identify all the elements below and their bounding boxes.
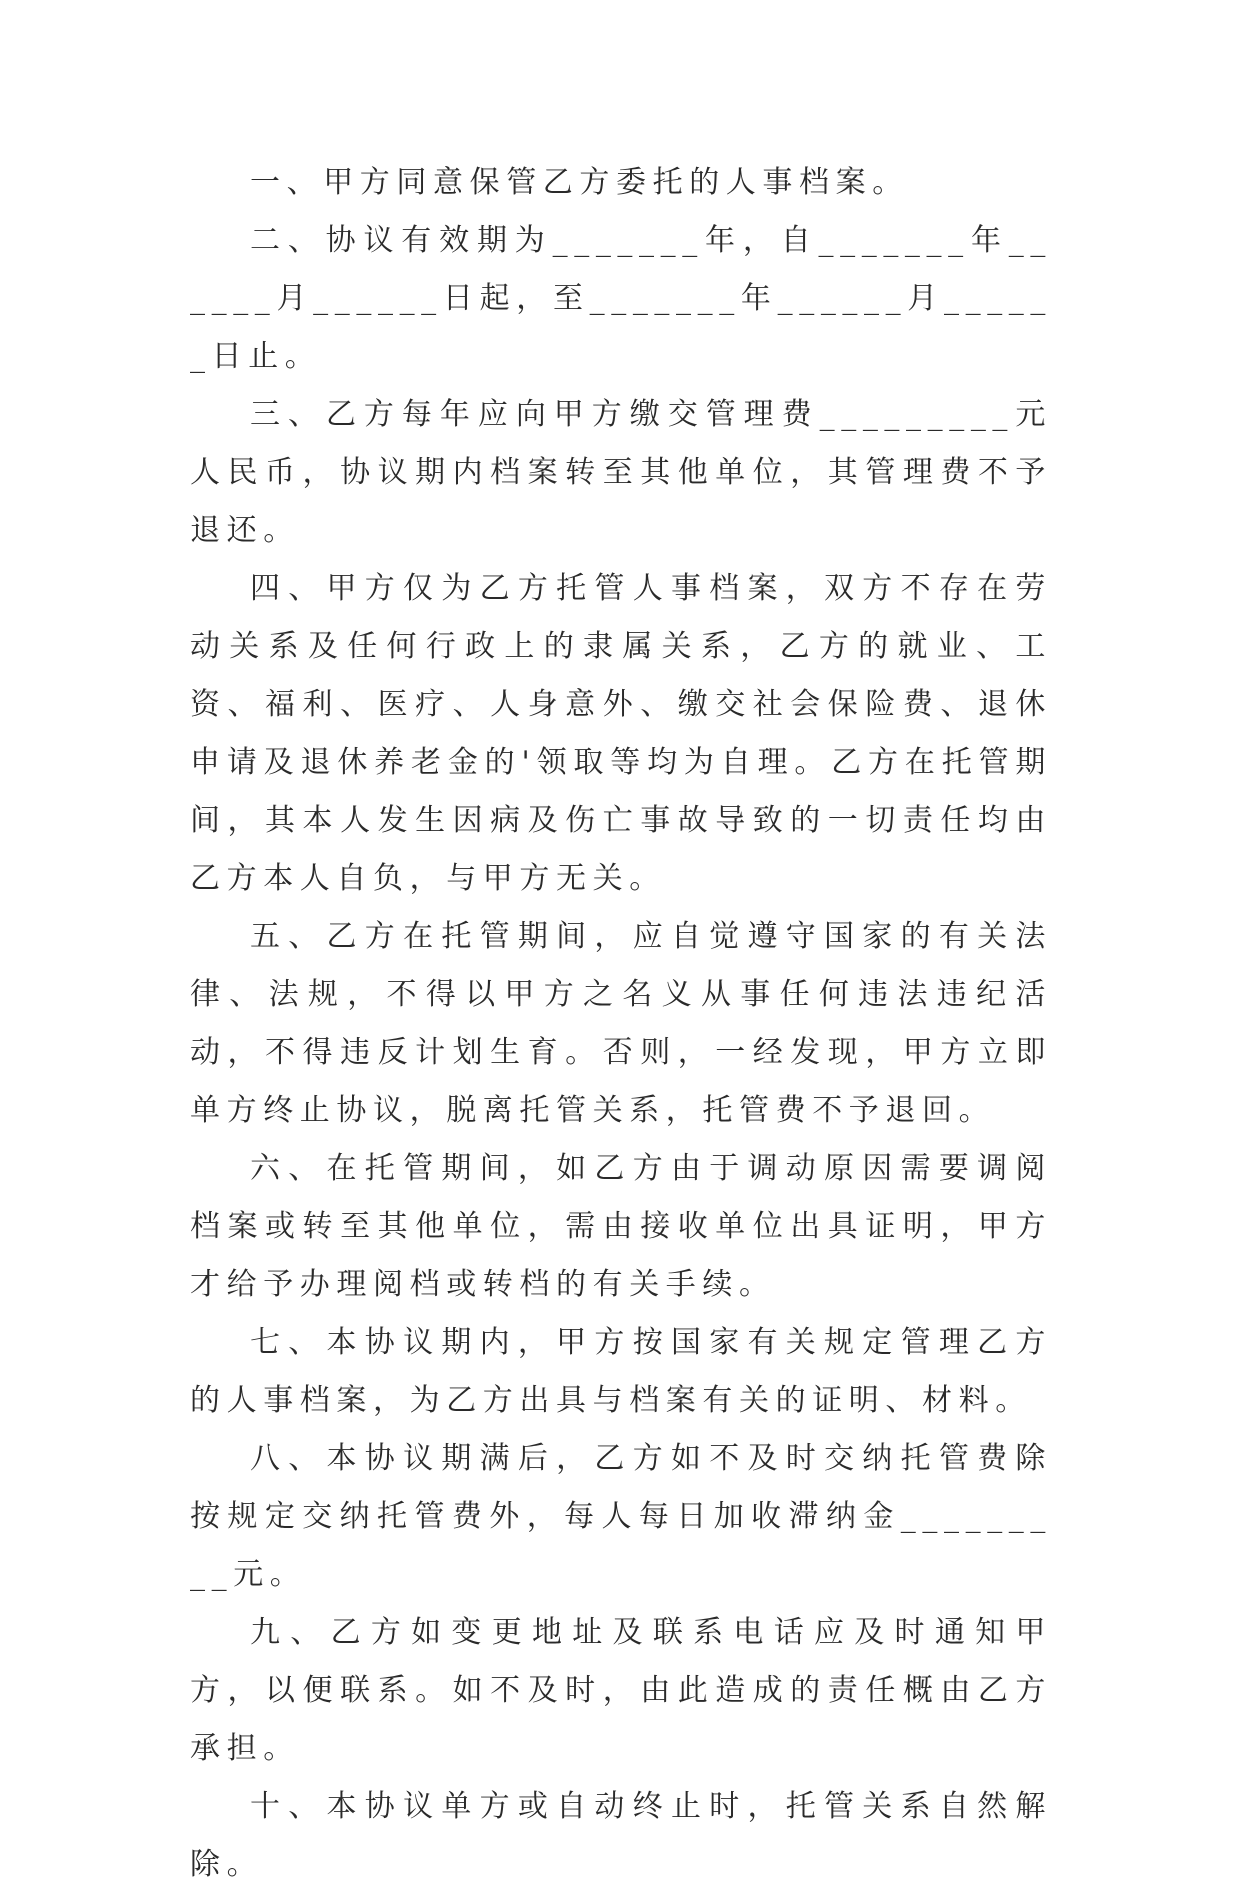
clause-5: 五、乙方在托管期间，应自觉遵守国家的有关法律、法规，不得以甲方之名义从事任何违法违纪活动，不得违反计划生育。否则，一经发现，甲方立即单方终止协议，脱离托管关系，托管费不予退回。	[190, 919, 1052, 1128]
clause-4: 四、甲方仅为乙方托管人事档案，双方不存在劳动关系及任何行政上的隶属关系，乙方的就业、工资、福利、医疗、人身意外、缴交社会保险费、退休申请及退休养老金的'领取等均为自理。乙方在托管期间，其本人发生因病及伤亡事故导致的一切责任均由乙方本人自负，与甲方无关。	[190, 571, 1052, 896]
clause-2: 二、协议有效期为_______年，自_______年______月______日起，至_______年______月______日止。	[190, 223, 1052, 374]
clause-1: 一、甲方同意保管乙方委托的人事档案。	[250, 165, 909, 200]
clause-3: 三、乙方每年应向甲方缴交管理费_________元人民币，协议期内档案转至其他单位，其管理费不予退还。	[190, 397, 1052, 548]
clause-8: 八、本协议期满后，乙方如不及时交纳托管费除按规定交纳托管费外，每人每日加收滞纳金_________元。	[190, 1441, 1052, 1592]
clause-10: 十、本协议单方或自动终止时，托管关系自然解除。	[190, 1789, 1052, 1882]
agreement-clauses	[190, 154, 1052, 1894]
clause-9: 九、乙方如变更地址及联系电话应及时通知甲方，以便联系。如不及时，由此造成的责任概由乙方承担。	[190, 1615, 1052, 1766]
clause-6: 六、在托管期间，如乙方由于调动原因需要调阅档案或转至其他单位，需由接收单位出具证明，甲方才给予办理阅档或转档的有关手续。	[190, 1151, 1052, 1302]
clause-7: 七、本协议期内，甲方按国家有关规定管理乙方的人事档案，为乙方出具与档案有关的证明、材料。	[190, 1325, 1052, 1418]
